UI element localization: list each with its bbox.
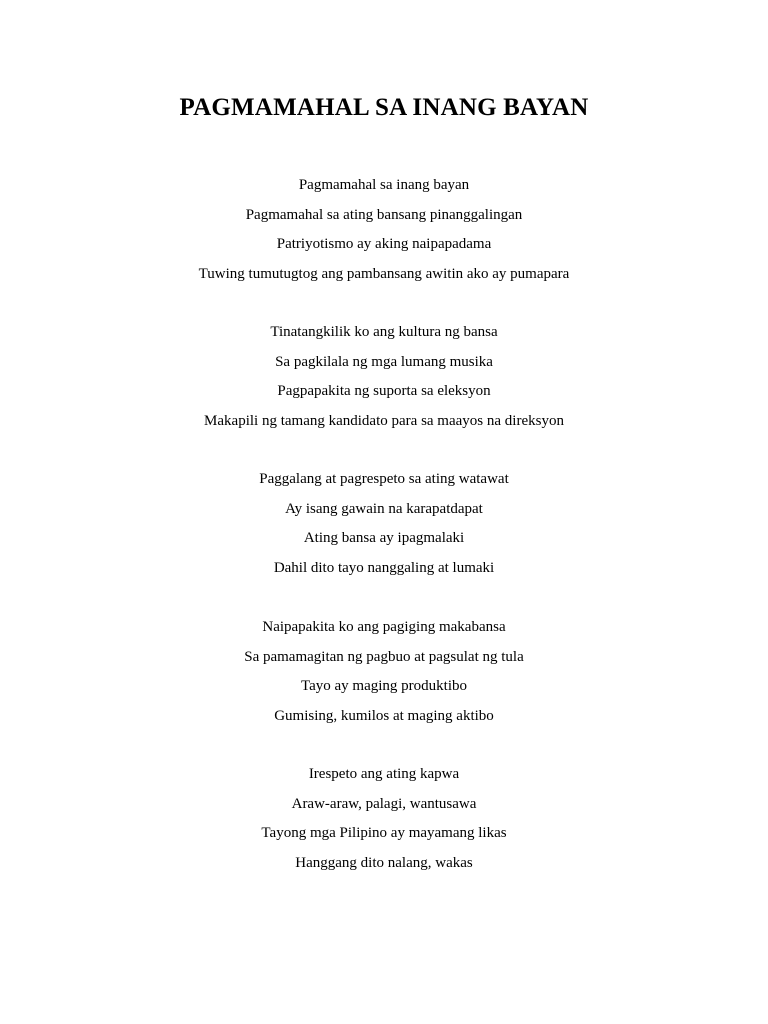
- poem-line: Araw-araw, palagi, wantusawa: [291, 795, 477, 812]
- poem-line: Tayo ay maging produktibo: [300, 678, 467, 694]
- poem-line: Pagpapakita ng suporta sa eleksyon: [277, 383, 491, 399]
- poem-line: Sa pamamagitan ng pagbuo at pagsulat ng tula: [244, 648, 524, 665]
- poem-title: PAGMAMAHAL SA INANG BAYAN: [179, 94, 589, 121]
- poem-line: Patriyotismo ay aking naipapadama: [276, 236, 492, 252]
- poem-line: Irespeto ang ating kapwa: [308, 766, 460, 782]
- stanza-2: [0, 318, 768, 436]
- stanza-1: [0, 171, 768, 289]
- poem-line: Gumising, kumilos at maging aktibo: [274, 707, 494, 724]
- poem-line: Tuwing tumutugtog ang pambansang awitin ako ay pumapara: [198, 265, 570, 282]
- poem-line: Pagmamahal sa ating bansang pinanggalingan: [245, 206, 523, 223]
- poem-line: Tayong mga Pilipino ay mayamang likas: [261, 825, 507, 841]
- stanza-5: [0, 760, 768, 878]
- poem-line: Makapili ng tamang kandidato para sa maayos na direksyon: [204, 412, 564, 429]
- poem-line: Tinatangkilik ko ang kultura ng bansa: [270, 324, 498, 340]
- poem-line: Sa pagkilala ng mga lumang musika: [275, 353, 493, 370]
- stanza-3: [0, 465, 768, 583]
- poem-line: Dahil dito tayo nanggaling at lumaki: [273, 559, 495, 576]
- poem-line: Paggalang at pagrespeto sa ating watawat: [259, 471, 509, 487]
- poem-line: Ating bansa ay ipagmalaki: [303, 530, 465, 546]
- stanza-4: [0, 613, 768, 731]
- poem-line: Ay isang gawain na karapatdapat: [285, 500, 483, 517]
- poem-line: Hanggang dito nalang, wakas: [295, 854, 473, 871]
- poem-line: Naipapakita ko ang pagiging makabansa: [262, 619, 506, 635]
- poem-line: Pagmamahal sa inang bayan: [298, 177, 470, 193]
